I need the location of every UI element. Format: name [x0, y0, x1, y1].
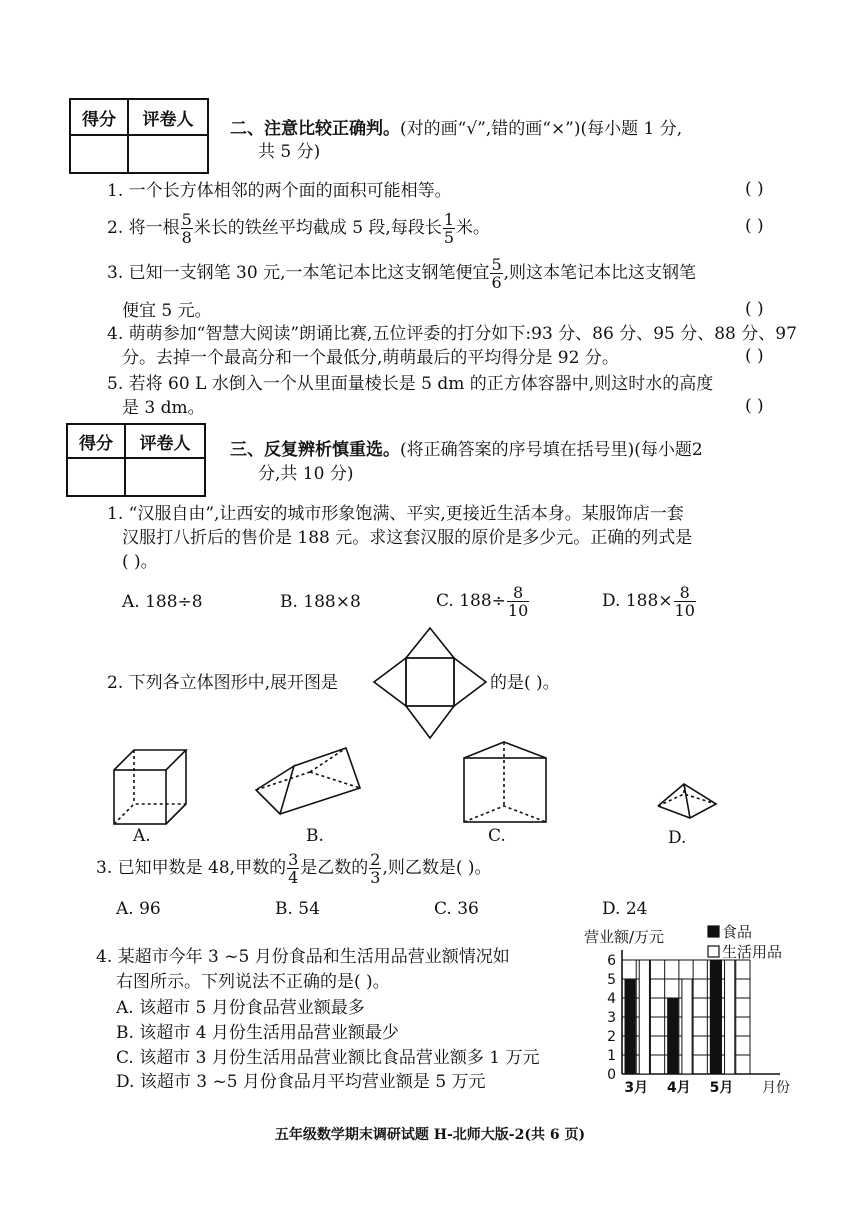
- section3-instructions-2: 分,共 10 分): [258, 464, 354, 484]
- judge-item-2-text-a: 2. 将一根: [107, 218, 180, 238]
- fraction-numerator: 3: [288, 849, 299, 869]
- choice-q4-option-a[interactable]: A. 该超市 5 月份食品营业额最多: [116, 998, 365, 1018]
- choice-q1-line1: 1. “汉服自由”,让西安的城市形象饱满、平实,更接近生活本身。某服饰店一套: [107, 504, 684, 524]
- triangular-prism-upright-figure[interactable]: [460, 740, 550, 826]
- fraction-8-10: [507, 584, 529, 619]
- choice-q2-text-b: 的是( )。: [490, 673, 560, 693]
- y-tick-label: 4: [607, 991, 616, 1007]
- x-tick-label: 4月: [667, 1080, 691, 1096]
- fraction-denominator: 4: [288, 867, 299, 887]
- legend-label: 生活用品: [722, 943, 783, 961]
- section3-title: 三、反复辨析慎重选。: [230, 440, 400, 460]
- solid-label-d: D.: [668, 828, 687, 848]
- section2-instructions-2: 共 5 分): [258, 142, 321, 162]
- section2-instructions: (对的画“√”,错的画“×”)(每小题 1 分,: [400, 119, 683, 139]
- choice-q1-line2: 汉服打八折后的售价是 188 元。求这套汉服的原价是多少元。正确的列式是: [122, 528, 693, 548]
- y-axis-label: 营业额/万元: [584, 928, 665, 946]
- section2-title: 二、注意比较正确判。: [230, 119, 400, 139]
- legend-swatch: [708, 946, 719, 957]
- legend-label: 食品: [722, 923, 753, 941]
- sales-bar-chart: [584, 920, 798, 1100]
- net-square: [406, 658, 454, 706]
- fraction-5-6: [490, 256, 502, 291]
- judge-item-3: [107, 253, 696, 293]
- triangular-prism-figure[interactable]: [250, 744, 366, 820]
- fraction-denominator: 6: [491, 272, 502, 292]
- fraction-numerator: 5: [491, 254, 502, 274]
- legend-swatch: [708, 926, 719, 937]
- fraction-3-4: [287, 851, 299, 886]
- choice-q4-line2: 右图所示。下列说法不正确的是( )。: [116, 972, 390, 992]
- square-pyramid-figure[interactable]: [654, 780, 720, 822]
- section3-heading: [230, 438, 703, 462]
- bar-food: [668, 998, 678, 1074]
- solid-label-c: C.: [488, 826, 506, 846]
- choice-q3-option-a[interactable]: A. 96: [116, 899, 161, 919]
- grader-cell[interactable]: [128, 135, 208, 173]
- choice-q1-option-a[interactable]: A. 188÷8: [122, 592, 203, 612]
- judge-item-2-text-b: 米长的铁丝平均截成 5 段,每段长: [193, 218, 442, 238]
- answer-paren-3[interactable]: ( ): [745, 299, 764, 319]
- judge-item-4-line2: 分。去掉一个最高分和一个最低分,萌萌最后的平均得分是 92 分。: [122, 348, 619, 368]
- fraction-5-8: [181, 211, 193, 246]
- score-label: 得分: [70, 99, 128, 135]
- fraction-2-3: [369, 851, 381, 886]
- net-triangle-left: [374, 658, 406, 706]
- fraction-numerator: 2: [370, 849, 381, 869]
- cube-figure[interactable]: [110, 746, 192, 828]
- y-tick-label: 5: [607, 972, 616, 988]
- judge-item-3-text-b: ,则这本笔记本比这支钢笔: [503, 263, 697, 283]
- fraction-numerator: 5: [181, 209, 192, 229]
- net-triangle-right: [454, 658, 486, 706]
- y-tick-label: 0: [607, 1067, 616, 1083]
- choice-q4-option-b[interactable]: B. 该超市 4 月份生活用品营业额最少: [116, 1023, 399, 1043]
- choice-q1-option-d[interactable]: [602, 581, 697, 621]
- choice-q1-option-c[interactable]: [436, 581, 530, 621]
- section3-instructions: (将正确答案的序号填在括号里)(每小题2: [400, 440, 703, 460]
- choice-q3-option-c[interactable]: C. 36: [434, 899, 479, 919]
- net-triangle-bottom: [406, 706, 454, 738]
- fraction-denominator: 5: [443, 227, 455, 247]
- fraction-denominator: 3: [370, 867, 381, 887]
- choice-q3-text-a: 3. 已知甲数是 48,甲数的: [96, 858, 287, 878]
- fraction-numerator: 8: [507, 584, 529, 602]
- judge-item-2: [107, 208, 490, 248]
- x-tick-label: 5月: [709, 1080, 734, 1096]
- bar-goods: [682, 979, 692, 1074]
- fraction-denominator: 10: [674, 600, 695, 620]
- section2-heading: [230, 117, 682, 141]
- choice-q1-paren[interactable]: ( )。: [122, 552, 158, 572]
- answer-paren-2[interactable]: ( ): [745, 216, 764, 236]
- answer-paren-4[interactable]: ( ): [745, 346, 764, 366]
- fraction-8-10: [674, 584, 696, 619]
- fraction-1-5: [443, 211, 455, 246]
- pyramid-net-figure: [372, 626, 490, 744]
- page-footer: 五年级数学期末调研试题 H-北师大版-2(共 6 页): [274, 1127, 586, 1143]
- choice-q2-text-a: 2. 下列各立体图形中,展开图是: [107, 673, 339, 693]
- y-tick-label: 1: [607, 1048, 616, 1064]
- solid-label-b: B.: [306, 826, 324, 846]
- fraction-denominator: 8: [181, 227, 192, 247]
- fraction-numerator: 8: [674, 584, 696, 602]
- answer-paren-1[interactable]: ( ): [745, 179, 764, 199]
- choice-q3-option-b[interactable]: B. 54: [275, 899, 320, 919]
- grader-label: 评卷人: [128, 99, 208, 135]
- y-tick-label: 2: [607, 1029, 616, 1045]
- y-tick-label: 3: [607, 1010, 616, 1026]
- judge-item-5-line2: 是 3 dm。: [122, 398, 205, 418]
- choice-q4-option-c[interactable]: C. 该超市 3 月份生活用品营业额比食品营业额多 1 万元: [116, 1048, 540, 1068]
- x-tick-label: 3月: [624, 1080, 649, 1096]
- judge-item-1: 1. 一个长方体相邻的两个面的面积可能相等。: [107, 181, 452, 201]
- option-d-text: D. 188×: [602, 591, 673, 611]
- choice-q4-line1: 4. 某超市今年 3 ~5 月份食品和生活用品营业额情况如: [96, 947, 510, 967]
- grader-label: 评卷人: [125, 424, 205, 458]
- choice-q3-text-b: 是乙数的: [300, 858, 369, 878]
- choice-q4-option-d[interactable]: D. 该超市 3 ~5 月份食品月平均营业额是 5 万元: [116, 1072, 486, 1092]
- fraction-denominator: 10: [507, 600, 529, 620]
- judge-item-3-text-a: 3. 已知一支钢笔 30 元,一本笔记本比这支钢笔便宜: [107, 263, 490, 283]
- x-axis-label: 月份: [762, 1080, 790, 1096]
- score-label: 得分: [67, 424, 125, 458]
- bar-food: [710, 960, 720, 1074]
- score-table-2: [66, 423, 206, 497]
- answer-paren-5[interactable]: ( ): [745, 396, 764, 416]
- net-triangle-top: [406, 628, 454, 658]
- choice-q3: [96, 848, 492, 888]
- score-table-1: [69, 98, 209, 174]
- score-cell[interactable]: [67, 458, 125, 496]
- choice-q3-option-d[interactable]: D. 24: [602, 899, 648, 919]
- judge-item-2-text-c: 米。: [456, 218, 491, 238]
- bar-goods: [725, 960, 735, 1074]
- y-tick-label: 6: [607, 953, 616, 969]
- judge-item-3-line2: 便宜 5 元。: [122, 301, 212, 321]
- solid-label-a: A.: [133, 826, 151, 846]
- bar-goods: [639, 960, 649, 1074]
- fraction-numerator: 1: [443, 209, 455, 229]
- choice-q1-option-b[interactable]: B. 188×8: [280, 592, 361, 612]
- option-c-text: C. 188÷: [436, 591, 506, 611]
- grader-cell[interactable]: [125, 458, 205, 496]
- judge-item-4: 4. 萌萌参加“智慧大阅读”朗诵比赛,五位评委的打分如下:93 分、86 分、95 分、88 分、97: [107, 324, 797, 344]
- score-cell[interactable]: [70, 135, 128, 173]
- choice-q3-text-c: ,则乙数是( )。: [382, 858, 492, 878]
- judge-item-5: 5. 若将 60 L 水倒入一个从里面量棱长是 5 dm 的正方体容器中,则这时水的高度: [107, 374, 714, 394]
- bar-food: [625, 979, 635, 1074]
